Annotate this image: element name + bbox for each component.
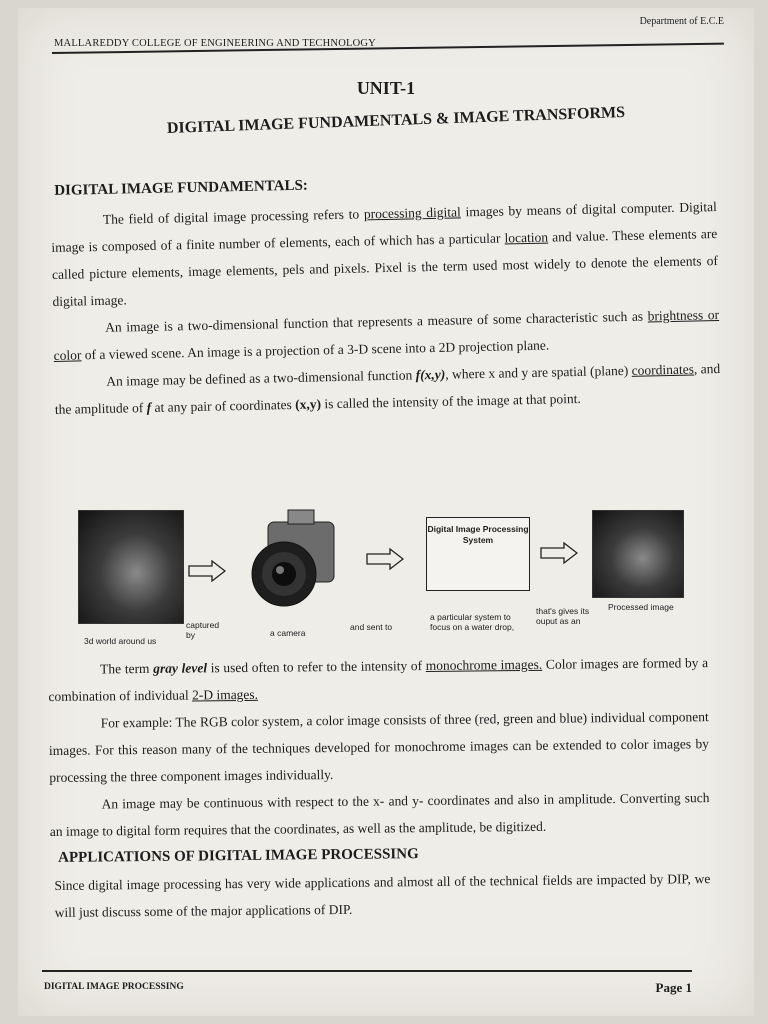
section-heading-fundamentals: DIGITAL IMAGE FUNDAMENTALS: (54, 177, 309, 199)
dip-pipeline-figure (58, 502, 688, 652)
footer-course-title: DIGITAL IMAGE PROCESSING (44, 982, 184, 992)
caption-gives: that's gives its ouput as an (536, 606, 590, 626)
section-fundamentals (50, 164, 721, 423)
college-name: MALLAREDDY COLLEGE OF ENGINEERING AND TECHNOLOGY (54, 38, 376, 49)
arrow-icon (540, 542, 578, 564)
camera-icon (248, 504, 340, 622)
caption-sent: and sent to (350, 622, 393, 632)
caption-processed: Processed image (608, 602, 674, 612)
caption-captured: captured by (186, 620, 220, 640)
paragraph-5: For example: The RGB color system, a color image consists of three (red, green and blue) individual component images. For this reason many of the techniques developed for monochrome images can be extended to color images by processing the three component images individually. (48, 709, 710, 785)
department-label: Department of E.C.E (639, 16, 724, 27)
document-page (18, 8, 754, 1016)
caption-world: 3d world around us (84, 636, 157, 646)
main-title: DIGITAL IMAGE FUNDAMENTALS & IMAGE TRANSFORMS (166, 104, 626, 137)
paragraph-2: An image is a two-dimensional function that represents a measure of some characteristic such as brightness or color of a viewed scene. An image is a projection of a 3-D scene into a 2D projection plane. (53, 307, 720, 363)
unit-title: UNIT-1 (356, 78, 416, 98)
paragraph-1: The field of digital image processing refers to processing digital images by means of digital computer. Digital image is composed of a finite number of elements, each of which has a particular location and value. These elements are called picture elements, image elements, pels and pixels. Pixel is the term used most widely to denote the elements of digital image. (51, 199, 719, 309)
dip-system-box: Digital Image Processing System (426, 517, 530, 591)
paragraph-3: An image may be defined as a two-dimensional function f(x,y), where x and y are spatial (plane) coordinates, and the amplitude of f at any pair of coordinates (x,y) is called the intensity of the image at that point. (54, 361, 721, 417)
processed-photo (592, 510, 684, 598)
arrow-icon (366, 548, 404, 570)
section-heading-applications: APPLICATIONS OF DIGITAL IMAGE PROCESSING (58, 846, 419, 866)
page-number: Page 1 (655, 980, 692, 995)
paragraph-6: An image may be continuous with respect to the x- and y- coordinates and also in amplitude. Converting such an image to digital form requires that the coordinates, as well as the amplitude, be digitized. (49, 790, 710, 839)
paragraph-7: Since digital image processing has very wide applications and almost all of the technical fields are impacted by DIP, we will just discuss some of the major applications of DIP. (54, 871, 711, 920)
world-photo (78, 510, 184, 624)
paragraph-4: The term gray level is used often to refer to the intensity of monochrome images. Color images are formed by a combination of individual 2-D images. (48, 655, 709, 704)
footer-rule (42, 970, 692, 972)
section-gray-level (48, 649, 711, 926)
caption-camera: a camera (270, 628, 306, 638)
arrow-icon (188, 560, 226, 582)
caption-system: a particular system to focus on a water drop, (430, 612, 515, 632)
